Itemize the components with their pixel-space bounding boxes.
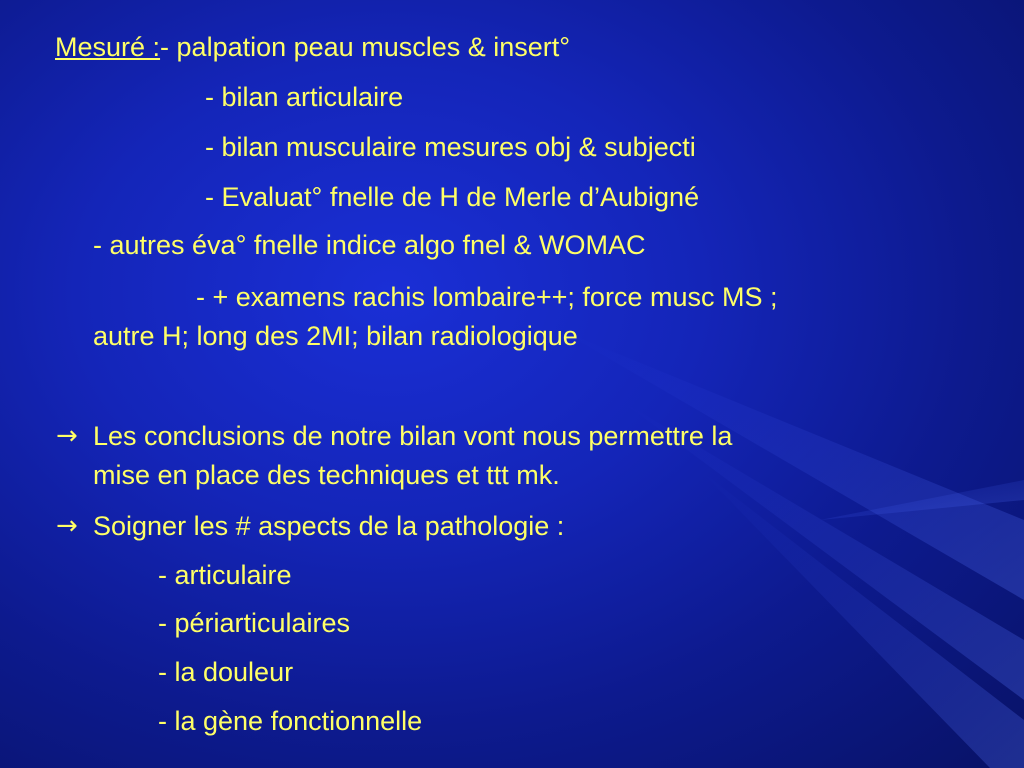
heading-label: Mesuré : (55, 32, 161, 62)
aspect-periarticulaires: - périarticulaires (158, 608, 351, 638)
arrow-icon: → (56, 511, 78, 541)
heading-rest: - palpation peau muscles & insert° (160, 32, 571, 62)
line-examens-2: autre H; long des 2MI; bilan radiologique (93, 321, 578, 351)
bullet-soigner: Soigner les # aspects de la pathologie : (93, 511, 565, 541)
aspect-gene-fonctionnelle: - la gène fonctionnelle (158, 706, 423, 736)
aspect-articulaire: - articulaire (158, 560, 292, 590)
arrow-icon: → (56, 421, 78, 451)
aspect-douleur: - la douleur (158, 657, 294, 687)
heading-line (55, 31, 570, 63)
sub-line-musculaire: - bilan musculaire mesures obj & subjecti (205, 132, 696, 162)
sub-line-evaluation: - Evaluat° fnelle de H de Merle d’Aubigné (205, 182, 700, 212)
line-examens-1: - + examens rachis lombaire++; force musc MS ; (196, 282, 778, 312)
sub-line-articulaire: - bilan articulaire (205, 82, 404, 112)
line-autres-evaluations: - autres éva° fnelle indice algo fnel & WOMAC (93, 230, 646, 260)
bullet-conclusions-line1: Les conclusions de notre bilan vont nous permettre la (93, 421, 733, 451)
bullet-conclusions-line2: mise en place des techniques et ttt mk. (93, 460, 560, 490)
